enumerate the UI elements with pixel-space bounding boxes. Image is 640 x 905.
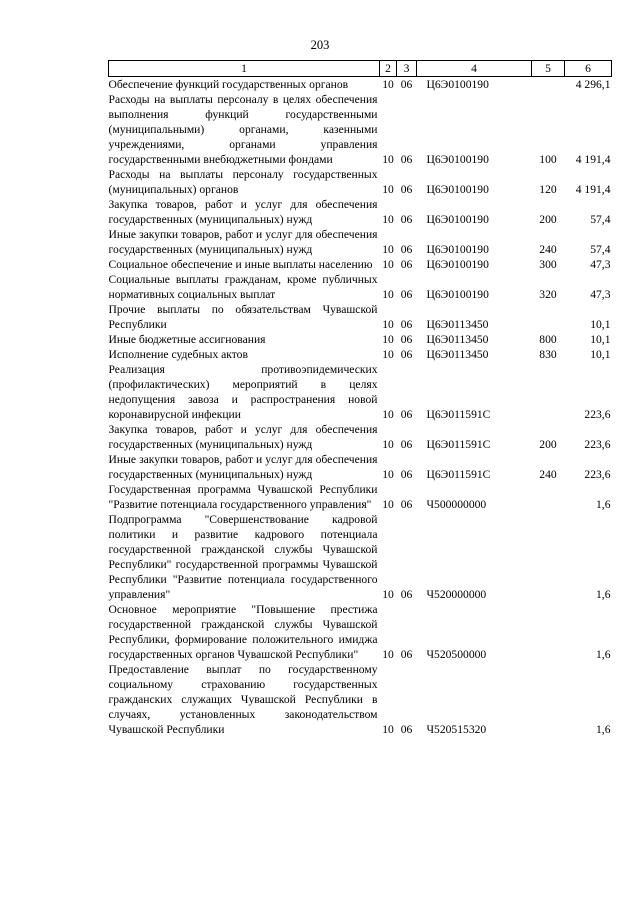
header-col-2: 2 xyxy=(380,61,397,77)
row-target-article: Ц6Э011591С xyxy=(426,408,491,421)
row-expense-type: 100 xyxy=(539,153,557,166)
table-row xyxy=(109,602,612,662)
row-subsection: 06 xyxy=(400,183,413,196)
header-row xyxy=(109,61,612,77)
row-name: Подпрограмма "Совершенствование кадровой политики и развитие кадрового потенциала государственной гражданской службы Чувашской Республики" государственной программы Чувашской Республики "Развитие потенциала государственного управления" xyxy=(108,513,378,601)
row-section: 10 xyxy=(382,648,394,661)
row-name: Иные закупки товаров, работ и услуг для обеспечения государственных (муниципальных) нужд xyxy=(108,453,378,481)
page-number: 203 xyxy=(310,38,330,52)
row-expense-type: 830 xyxy=(539,348,557,361)
row-expense-type xyxy=(532,662,565,737)
row-amount: 4 191,4 xyxy=(575,153,611,166)
table-row xyxy=(109,257,612,272)
row-name: Прочие выплаты по обязательствам Чувашской Республики xyxy=(108,303,378,331)
row-expense-type: 120 xyxy=(539,183,557,196)
row-name: Государственная программа Чувашской Республики "Развитие потенциала государственного управления" xyxy=(108,483,378,511)
row-subsection: 06 xyxy=(400,588,413,601)
row-expense-type xyxy=(532,77,565,93)
row-section: 10 xyxy=(382,588,394,601)
row-expense-type xyxy=(532,362,565,422)
row-subsection: 06 xyxy=(400,468,413,481)
header-col-3: 3 xyxy=(397,61,417,77)
row-section: 10 xyxy=(382,243,394,256)
row-amount: 223,6 xyxy=(584,438,611,451)
row-target-article: Ч520000000 xyxy=(426,588,487,601)
row-section: 10 xyxy=(382,408,394,421)
row-subsection: 06 xyxy=(400,498,413,511)
row-name: Обеспечение функций государственных органов xyxy=(108,78,349,91)
row-name: Социальное обеспечение и иные выплаты населению xyxy=(108,258,373,271)
row-target-article: Ц6Э0100190 xyxy=(426,153,489,166)
row-section: 10 xyxy=(382,723,394,736)
row-name: Закупка товаров, работ и услуг для обеспечения государственных (муниципальных) нужд xyxy=(108,423,378,451)
row-name: Предоставление выплат по государственному социальному страхованию государственных гражданских служащих Чувашской Республики в случаях, установленных законодательством Чувашской Республики xyxy=(108,663,378,736)
row-section: 10 xyxy=(382,78,394,91)
row-expense-type xyxy=(532,482,565,512)
header-col-5: 5 xyxy=(532,61,565,77)
row-subsection: 06 xyxy=(400,723,413,736)
row-amount: 223,6 xyxy=(584,468,611,481)
row-name: Реализация противоэпидемических (профилактических) мероприятий в целях недопущения завоза и распространения новой коронавирусной инфекции xyxy=(108,363,378,421)
row-section: 10 xyxy=(382,183,394,196)
row-subsection: 06 xyxy=(400,318,413,331)
row-amount: 1,6 xyxy=(596,648,611,661)
row-expense-type: 320 xyxy=(539,288,557,301)
row-target-article: Ц6Э0100190 xyxy=(426,243,489,256)
row-section: 10 xyxy=(382,258,394,271)
row-amount: 1,6 xyxy=(596,723,611,736)
row-subsection: 06 xyxy=(400,213,413,226)
row-amount: 1,6 xyxy=(596,588,611,601)
row-expense-type: 240 xyxy=(539,468,557,481)
row-subsection: 06 xyxy=(400,333,413,346)
header-col-1: 1 xyxy=(109,61,380,77)
row-name: Расходы на выплаты персоналу государственных (муниципальных) органов xyxy=(108,168,378,196)
row-name: Основное мероприятие "Повышение престижа государственной гражданской службы Чувашской Республики, формирование положительного имиджа государственных органов Чувашской Республики" xyxy=(108,603,378,661)
budget-table xyxy=(108,60,612,737)
row-target-article: Ц6Э0100190 xyxy=(426,213,489,226)
row-target-article: Ц6Э0100190 xyxy=(426,183,489,196)
row-name: Закупка товаров, работ и услуг для обеспечения государственных (муниципальных) нужд xyxy=(108,198,378,226)
row-target-article: Ч520515320 xyxy=(426,723,487,736)
row-section: 10 xyxy=(382,288,394,301)
row-section: 10 xyxy=(382,333,394,346)
row-expense-type: 240 xyxy=(539,243,557,256)
row-subsection: 06 xyxy=(400,243,413,256)
row-subsection: 06 xyxy=(400,348,413,361)
header-col-4: 4 xyxy=(417,61,532,77)
row-amount: 4 296,1 xyxy=(575,78,611,91)
row-section: 10 xyxy=(382,348,394,361)
row-target-article: Ц6Э011591С xyxy=(426,468,491,481)
header-col-6: 6 xyxy=(565,61,612,77)
row-amount: 4 191,4 xyxy=(575,183,611,196)
row-target-article: Ц6Э011591С xyxy=(426,438,491,451)
table-row xyxy=(109,347,612,362)
table-row xyxy=(109,227,612,257)
row-subsection: 06 xyxy=(400,438,413,451)
table-row xyxy=(109,332,612,347)
table-row xyxy=(109,302,612,332)
row-target-article: Ц6Э0100190 xyxy=(426,258,489,271)
row-expense-type xyxy=(532,512,565,602)
row-expense-type: 200 xyxy=(539,438,557,451)
row-subsection: 06 xyxy=(400,408,413,421)
row-target-article: Ч500000000 xyxy=(426,498,487,511)
row-expense-type: 300 xyxy=(539,258,557,271)
table-row xyxy=(109,272,612,302)
row-expense-type xyxy=(532,302,565,332)
row-target-article: Ц6Э0113450 xyxy=(426,318,489,331)
table-row xyxy=(109,482,612,512)
row-amount: 10,1 xyxy=(590,318,611,331)
row-amount: 223,6 xyxy=(584,408,611,421)
table-row xyxy=(109,197,612,227)
row-name: Социальные выплаты гражданам, кроме публичных нормативных социальных выплат xyxy=(108,273,378,301)
row-target-article: Ц6Э0100190 xyxy=(426,78,489,91)
table-row xyxy=(109,452,612,482)
row-section: 10 xyxy=(382,318,394,331)
row-target-article: Ц6Э0113450 xyxy=(426,348,489,361)
row-subsection: 06 xyxy=(400,258,413,271)
table-row xyxy=(109,662,612,737)
row-amount: 10,1 xyxy=(590,348,611,361)
row-name: Иные бюджетные ассигнования xyxy=(108,333,266,346)
table-row xyxy=(109,92,612,167)
row-section: 10 xyxy=(382,498,394,511)
row-target-article: Ц6Э0113450 xyxy=(426,333,489,346)
row-subsection: 06 xyxy=(400,288,413,301)
row-amount: 47,3 xyxy=(590,288,611,301)
row-subsection: 06 xyxy=(400,648,413,661)
row-target-article: Ц6Э0100190 xyxy=(426,288,489,301)
row-name: Расходы на выплаты персоналу в целях обеспечения выполнения функций государственными (муниципальными) органами, казенными учреждениями, органами управления государственными внебюджетными фондами xyxy=(108,93,378,166)
row-amount: 1,6 xyxy=(596,498,611,511)
table-row xyxy=(109,167,612,197)
row-expense-type xyxy=(532,602,565,662)
row-section: 10 xyxy=(382,438,394,451)
row-amount: 57,4 xyxy=(590,213,611,226)
row-name: Исполнение судебных актов xyxy=(108,348,248,361)
row-amount: 10,1 xyxy=(590,333,611,346)
row-expense-type: 200 xyxy=(539,213,557,226)
table-body xyxy=(109,77,612,738)
row-amount: 57,4 xyxy=(590,243,611,256)
row-expense-type: 800 xyxy=(539,333,557,346)
row-amount: 47,3 xyxy=(590,258,611,271)
row-section: 10 xyxy=(382,468,394,481)
row-section: 10 xyxy=(382,213,394,226)
row-subsection: 06 xyxy=(400,153,413,166)
table-row xyxy=(109,512,612,602)
table-row xyxy=(109,362,612,422)
row-subsection: 06 xyxy=(400,78,413,91)
table-row xyxy=(109,77,612,93)
row-name: Иные закупки товаров, работ и услуг для обеспечения государственных (муниципальных) нужд xyxy=(108,228,378,256)
table-row xyxy=(109,422,612,452)
row-target-article: Ч520500000 xyxy=(426,648,487,661)
row-section: 10 xyxy=(382,153,394,166)
